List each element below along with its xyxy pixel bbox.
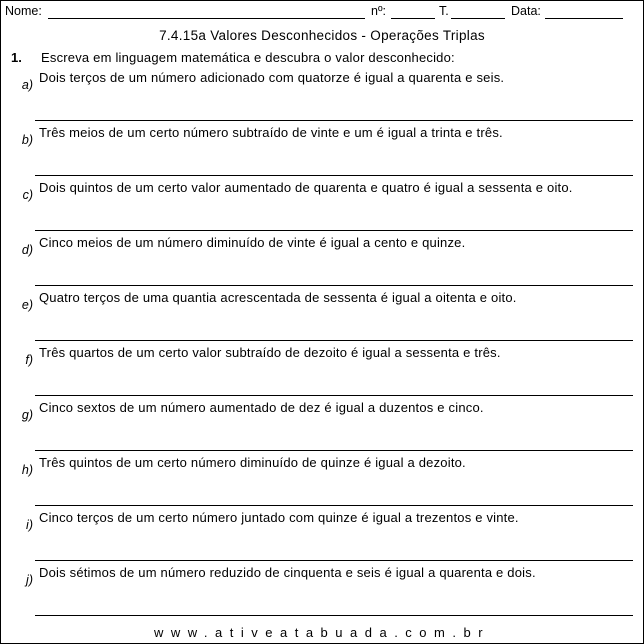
exercise-i: [1, 510, 643, 565]
item-text: Dois terços de um número adicionado com quatorze é igual a quarenta e seis.: [39, 70, 505, 85]
number-line: [391, 18, 435, 19]
exercise-b: [1, 125, 643, 180]
exercise-g: [1, 400, 643, 455]
question-instruction: Escreva em linguagem matemática e descubra o valor desconhecido:: [41, 50, 455, 65]
item-text: Dois sétimos de um número reduzido de cinquenta e seis é igual a quarenta e dois.: [39, 565, 536, 580]
answer-line: [35, 450, 633, 451]
exercise-f: [1, 345, 643, 400]
item-text: Três quintos de um certo número diminuído de quinze é igual a dezoito.: [39, 455, 466, 470]
item-text: Cinco meios de um número diminuído de vinte é igual a cento e quinze.: [39, 235, 466, 250]
exercise-h: [1, 455, 643, 510]
item-letter: h): [21, 463, 33, 477]
worksheet-title: 7.4.15a Valores Desconhecidos - Operações Triplas: [159, 28, 485, 43]
answer-line: [35, 395, 633, 396]
exercise-d: [1, 235, 643, 290]
answer-line: [35, 560, 633, 561]
exercise-a: [1, 70, 643, 125]
answer-line: [35, 340, 633, 341]
item-letter: a): [21, 78, 33, 92]
answer-line: [35, 120, 633, 121]
website-footer: www.ativeatabuada.com.br: [153, 625, 491, 640]
question-number: 1.: [11, 50, 22, 65]
item-text: Quatro terços de uma quantia acrescentada de sessenta é igual a oitenta e oito.: [39, 290, 517, 305]
name-line: [48, 18, 365, 19]
answer-line: [35, 175, 633, 176]
answer-line: [35, 285, 633, 286]
exercise-c: [1, 180, 643, 235]
student-header: [5, 4, 641, 20]
answer-line: [35, 230, 633, 231]
name-label: Nome:: [5, 4, 42, 18]
item-letter: f): [25, 353, 33, 367]
answer-line: [35, 505, 633, 506]
item-letter: d): [21, 243, 33, 257]
item-letter: i): [26, 518, 33, 532]
item-text: Três meios de um certo número subtraído de vinte e um é igual a trinta e três.: [39, 125, 503, 140]
class-label: T.: [439, 4, 449, 18]
item-letter: c): [22, 188, 33, 202]
item-text: Cinco sextos de um número aumentado de dez é igual a duzentos e cinco.: [39, 400, 484, 415]
exercise-j: [1, 565, 643, 620]
item-text: Cinco terços de um certo número juntado com quinze é igual a trezentos e vinte.: [39, 510, 519, 525]
item-letter: j): [26, 573, 33, 587]
date-line: [545, 18, 623, 19]
exercise-e: [1, 290, 643, 345]
number-label: nº:: [371, 4, 386, 18]
class-line: [451, 18, 505, 19]
answer-line: [35, 615, 633, 616]
item-letter: e): [21, 298, 33, 312]
item-letter: b): [21, 133, 33, 147]
item-letter: g): [21, 408, 33, 422]
date-label: Data:: [511, 4, 541, 18]
item-text: Dois quintos de um certo valor aumentado de quarenta e quatro é igual a sessenta e oito.: [39, 180, 573, 195]
item-text: Três quartos de um certo valor subtraído de dezoito é igual a sessenta e três.: [39, 345, 501, 360]
